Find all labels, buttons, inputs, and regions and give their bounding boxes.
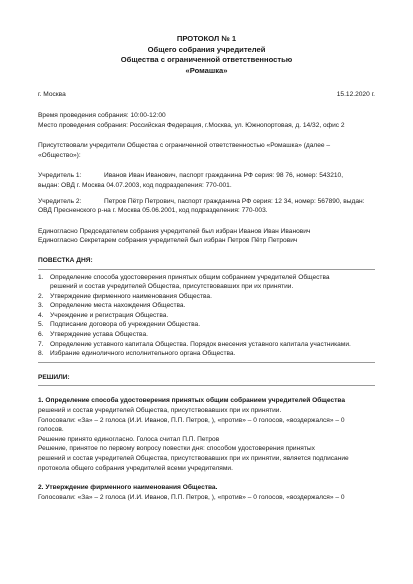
question-2-title: 2. Утверждение фирменного наименования Общества.	[38, 484, 218, 492]
present-section	[38, 141, 375, 160]
question-1-line: протокола общего собрания учредителей всеми учредителями.	[38, 464, 233, 472]
company-type: Общества с ограниченной ответственностью	[120, 55, 293, 65]
divider	[38, 269, 375, 270]
date: 15.12.2020 г.	[336, 91, 375, 99]
question-1-line: голосов.	[38, 426, 64, 434]
present-line: «Общество»):	[38, 151, 81, 159]
agenda-item: 2. Утверждение фирменного наименования Общества.	[38, 292, 212, 300]
founder-2	[38, 197, 375, 216]
agenda-title: ПОВЕСТКА ДНЯ:	[38, 256, 93, 264]
agenda-item: 1. Определение способа удостоверения принятых общим собранием учредителей Общества	[38, 273, 330, 281]
founder-details-cont: выдан: ОВД г. Москва 04.07.2003, код подразделения: 770-001.	[38, 181, 232, 189]
agenda-item: решений и состав учредителей Общества, присутствовавших при их принятии.	[50, 283, 294, 291]
question-1-line: Решение, принятое по первому вопросу повестки дня: способом удостоверения принятых	[38, 445, 315, 453]
question-1-title: 1. Определение способа удостоверения принятых общим собранием учредителей Общества	[38, 397, 345, 405]
chairman-line: Единогласно Председателем собрания учредителей был избран Иванов Иван Иванович	[38, 227, 311, 235]
meeting-info	[38, 111, 375, 130]
company-name: «Ромашка»	[185, 65, 228, 75]
question-1-line: Решение принято единогласно. Голоса считал П.П. Петров	[38, 435, 220, 443]
founder-details: Петров Пётр Петрович, паспорт гражданина РФ серия: 12 34, номер: 567890, выдан:	[104, 197, 365, 205]
agenda-item: 3. Определение места нахождения Общества.	[38, 302, 186, 310]
agenda-item: 5. Подписание договора об учреждении Общества.	[38, 321, 201, 329]
present-line: Присутствовали учредители Общества с ограниченной ответственностью «Ромашка» (далее –	[38, 142, 331, 150]
question-2-line: Голосовали: «За» – 2 голоса (И.И. Иванов, П.П. Петров, ), «против» – 0 голосов, «воздержался» – 0	[38, 493, 345, 501]
question-1-line: Голосовали: «За» – 2 голоса (И.И. Иванов, П.П. Петров, ), «против» – 0 голосов, «воздержался» – 0	[38, 416, 345, 424]
divider	[38, 362, 375, 363]
founder-label: Учредитель 1:	[38, 172, 82, 180]
protocol-header	[38, 34, 375, 76]
divider	[38, 385, 375, 386]
protocol-number: ПРОТОКОЛ № 1	[176, 34, 237, 43]
founder-1	[38, 171, 375, 190]
place: г. Москва	[38, 91, 66, 99]
agenda-item: 4. Учреждение и регистрация Общества.	[38, 311, 169, 319]
question-1-line: решений и состав учредителей Общества, присутствовавших при их принятии, является подписание	[38, 455, 349, 462]
meeting-time: Время проведения собрания: 10:00-12:00	[38, 111, 166, 119]
place-date-row	[38, 90, 375, 100]
secretary-line: Единогласно Секретарем собрания учредителей был избран Петров Пётр Петрович	[38, 237, 298, 245]
founder-details-cont: ОВД Пресненского р-на г. Москва 05.06.2001, код подразделения: 770-003.	[38, 207, 268, 215]
agenda-item: 7. Определение уставного капитала Общества. Порядок внесения уставного капитала участниками.	[38, 340, 351, 348]
question-1-body	[38, 406, 375, 473]
meeting-type: Общего собрания учредителей	[147, 44, 266, 54]
founder-details: Иванов Иван Иванович, паспорт гражданина РФ серия: 98 76, номер: 543210,	[104, 172, 344, 180]
chair-section	[38, 227, 375, 246]
question-1-line: решений и состав учредителей Общества, присутствовавших при их принятии.	[38, 407, 282, 415]
meeting-location: Место проведения собрания: Российская Федерация, г.Москва, ул. Южнопортовая, д. 14/32, офис 2	[38, 121, 345, 129]
agenda-list	[38, 273, 375, 359]
decided-title: РЕШИЛИ:	[38, 373, 70, 381]
agenda-item: 8. Избрание единоличного исполнительного органа Общества.	[38, 350, 236, 358]
agenda-item: 6. Утверждение устава Общества.	[38, 331, 148, 339]
founder-label: Учредитель 2:	[38, 197, 82, 205]
